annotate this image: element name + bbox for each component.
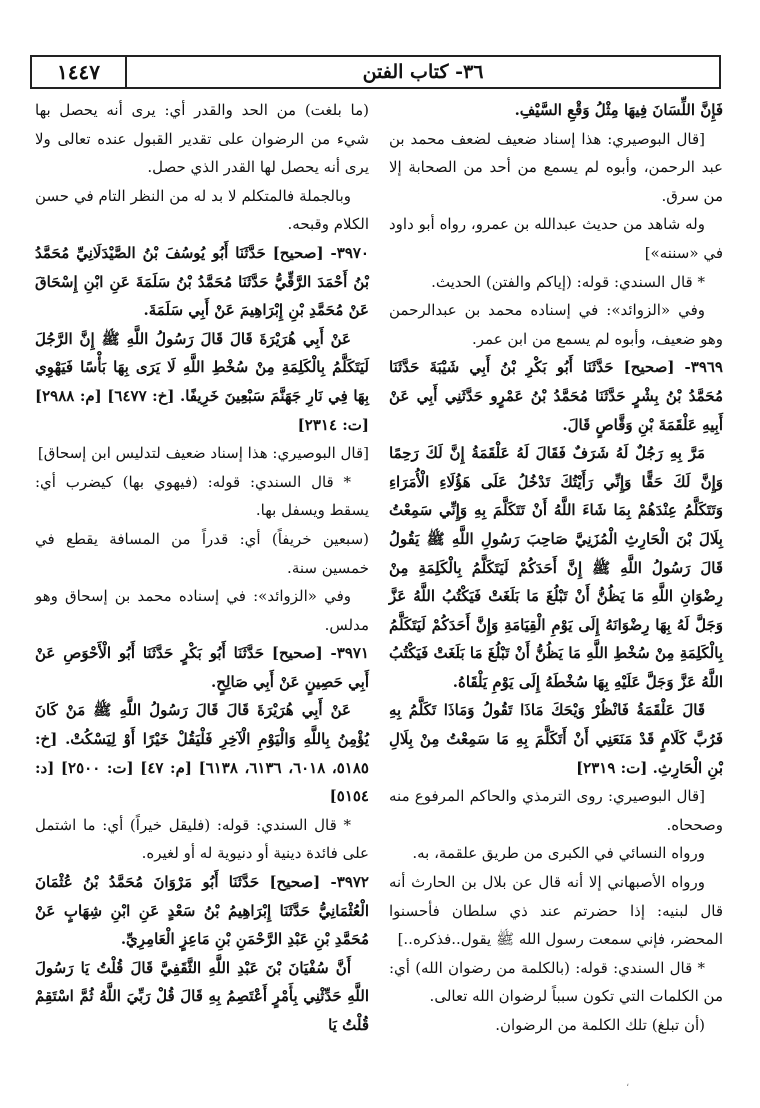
hadith-paragraph: ٣٩٧٢- [صحيح] حَدَّثَنَا أَبُو مَرْوَانَ مُحَمَّدُ بْنُ عُثْمَانَ الْعُثْمَانِيُّ حَدَّثَنَا إِبْرَاهِيمُ بْنُ سَعْدٍ عَنِ ابْنِ شِهَابٍ عَنْ مُحَمَّدِ بْنِ عَبْدِ الرَّحْمَنِ بْنِ مَاعِزٍ الْعَامِرِيِّ.: [35, 873, 369, 949]
hadith-paragraph: ٣٩٧٠- [صحيح] حَدَّثَنَا أَبُو يُوسُفَ بْنُ الصَّيْدَلَانِيِّ مُحَمَّدُ بْنُ أَحْمَدَ الرَّقِّيُّ حَدَّثَنَا مُحَمَّدُ بْنُ سَلَمَةَ عَنِ ابْنِ إِسْحَاقَ عَنْ مُحَمَّدِ بْنِ إِبْرَاهِيمَ عَنْ أَبِي سَلَمَةَ.: [35, 243, 369, 320]
paragraph: وفي «الزوائد»: في إسناده محمد بن إسحاق وهو مدلس.: [35, 587, 369, 634]
paragraph: [قال البوصيري: هذا إسناد ضعيف لضعف محمد بن عبد الرحمن، وأبوه لم يسمع من أحد من الصحابة إلا من سرق.: [389, 129, 723, 205]
paragraph: (أن تبلغ) تلك الكلمة من الرضوان.: [495, 1016, 705, 1034]
hadith-paragraph: عَنْ أَبِي هُرَيْرَةَ قَالَ قَالَ رَسُولُ اللَّهِ ﷺ مَنْ كَانَ يُؤْمِنُ بِاللَّهِ وَالْيَوْمِ الْآخِرِ فَلْيَقُلْ خَيْرًا أَوْ لِيَسْكُتْ. [خ: ٥١٨٥، ٦٠١٨، ٦١٣٦، ٦١٣٨] [م: ٤٧] [ت: ٢٥٠٠] [د: ٥١٥٤]: [35, 701, 369, 806]
chapter-title: ٣٦- كتاب الفتن: [362, 61, 484, 83]
paragraph: وله شاهد من حديث عبدالله بن عمرو، رواه أبو داود في «سننه»]: [389, 215, 723, 262]
paragraph: (ما بلغت) من الحد والقدر أي: يرى أنه يحصل بها شيء من الرضوان على تقدير القبول عنده تعالى ولا يرى أنه يحصل لها القدر الذي حصل.: [35, 101, 369, 177]
paragraph: ورواه الأصبهاني إلا أنه قال عن بلال بن الحارث أنه قال لبنيه: إذا حضرتم عند ذي سلطان فأحسنوا المحضر، فإني سمعت رسول الله ﷺ يقول..فذكره..]: [389, 873, 723, 949]
page-header: [30, 55, 721, 89]
hadith-paragraph: قَالَ عَلْقَمَةُ فَانْظُرْ وَيْحَكَ مَاذَا تَقُولُ وَمَاذَا تَكَلَّمُ بِهِ فَرُبَّ كَلَامٍ قَدْ مَنَعَنِي أَنْ أَتَكَلَّمَ بِهِ مَا سَمِعْتُ مِنْ بِلَالِ بْنِ الْحَارِثِ. [ت: ٢٣١٩]: [389, 701, 723, 777]
page-number: ١٤٤٧: [57, 60, 100, 84]
paragraph: ورواه النسائي في الكبرى من طريق علقمة، به.: [412, 844, 705, 863]
hadith-paragraph: عَنْ أَبِي هُرَيْرَةَ قَالَ قَالَ رَسُولُ اللَّهِ ﷺ إِنَّ الرَّجُلَ لَيَتَكَلَّمُ بِالْكَلِمَةِ مِنْ سُخْطِ اللَّهِ لَا يَرَى بِهَا بَأْسًا فَيَهْوِي بِهَا فِي نَارِ جَهَنَّمَ سَبْعِينَ خَرِيفًا. [خ: ٦٤٧٧] [م: ٢٩٨٨] [ت: ٢٣١٤]: [35, 329, 369, 434]
paragraph: (سبعين خريفاً) أي: قدراً من المسافة يقطع في خمسين سنة.: [35, 529, 369, 577]
hadith-paragraph: أَنَّ سُفْيَانَ بْنَ عَبْدِ اللَّهِ الثَّقَفِيَّ قَالَ قُلْتُ يَا رَسُولَ اللَّهِ حَدِّثْنِي بِأَمْرٍ أَعْتَصِمُ بِهِ قَالَ قُلْ رَبِّيَ اللَّهُ ثُمَّ اسْتَقِمْ قُلْتُ يَا: [35, 958, 369, 1034]
paragraph: * قال السندي: قوله: (إياكم والفتن) الحديث.: [431, 272, 705, 291]
bottom-mark: ،: [626, 1078, 630, 1089]
hadith-paragraph: ٣٩٧١- [صحيح] حَدَّثَنَا أَبُو بَكْرٍ حَدَّثَنَا أَبُو الْأَحْوَصِ عَنْ أَبِي حَصِينٍ عَنْ أَبِي صَالِحٍ.: [35, 644, 369, 691]
paragraph: وبالجملة فالمتكلم لا بد له من النظر التام في حسن الكلام وقبحه.: [35, 186, 369, 234]
paragraph: * قال السندي: قوله: (فيهوي بها) كيضرب أي: يسقط ويسفل بها.: [35, 472, 369, 520]
paragraph: * قال السندي: قوله: (بالكلمة من رضوان الله) أي: من الكلمات التي تكون سبباً لرضوان الله تعالى.: [389, 958, 723, 1006]
hadith-paragraph: ٣٩٦٩- [صحيح] حَدَّثَنَا أَبُو بَكْرِ بْنُ أَبِي شَيْبَةَ حَدَّثَنَا مُحَمَّدُ بْنُ بِشْرٍ حَدَّثَنَا مُحَمَّدُ بْنُ عَمْرٍو حَدَّثَنِي أَبِي عَنْ أَبِيهِ عَلْقَمَةَ بْنِ وَقَّاصٍ قَالَ.: [389, 358, 723, 434]
right-column: [389, 96, 723, 1096]
paragraph: [قال البوصيري: روى الترمذي والحاكم المرفوع منه وصححاه.: [389, 787, 723, 834]
hadith-paragraph: مَرَّ بِهِ رَجُلٌ لَهُ شَرَفٌ فَقَالَ لَهُ عَلْقَمَةُ إِنَّ لَكَ رَحِمًا وَإِنَّ لَكَ حَقًّا وَإِنِّي رَأَيْتُكَ تَدْخُلُ عَلَى هَؤُلَاءِ الْأُمَرَاءِ وَتَتَكَلَّمُ عِنْدَهُمْ بِمَا شَاءَ اللَّهُ أَنْ تَتَكَلَّمَ بِهِ وَإِنِّي سَمِعْتُ بِلَالَ بْنَ الْحَارِثِ الْمُزَنِيَّ صَاحِبَ رَسُولِ اللَّهِ ﷺ يَقُولُ قَالَ رَسُولُ اللَّهِ ﷺ إِنَّ أَحَدَكُمْ لَيَتَكَلَّمُ بِالْكَلِمَةِ مِنْ رِضْوَانِ اللَّهِ مَا يَظُنُّ أَنْ تَبْلُغَ مَا بَلَغَتْ فَيَكْتُبُ اللَّهُ عَزَّ وَجَلَّ لَهُ بِهَا رِضْوَانَهُ إِلَى يَوْمِ الْقِيَامَةِ وَإِنَّ أَحَدَكُمْ لَيَتَكَلَّمُ بِالْكَلِمَةِ مِنْ سُخْطِ اللَّهِ مَا يَظُنُّ أَنْ تَبْلُغَ مَا بَلَغَتْ فَيَكْتُبُ اللَّهُ عَزَّ وَجَلَّ عَلَيْهِ بِهَا سُخْطَهُ إِلَى يَوْمِ يَلْقَاهُ.: [389, 444, 723, 691]
paragraph: فَإِنَّ اللِّسَانَ فِيهَا مِثْلُ وَقْعِ السَّيْفِ.: [514, 101, 723, 119]
paragraph: [قال البوصيري: هذا إسناد ضعيف لتدليس ابن إسحاق]: [37, 444, 369, 463]
left-column: [35, 96, 369, 1096]
paragraph: وفي «الزوائد»: في إسناده محمد بن عبدالرحمن وهو ضعيف، وأبوه لم يسمع من ابن عمر.: [389, 301, 723, 348]
paragraph: * قال السندي: قوله: (فليقل خيراً) أي: ما اشتمل على فائدة دينية أو دنيوية له أو لغيره.: [35, 815, 369, 863]
